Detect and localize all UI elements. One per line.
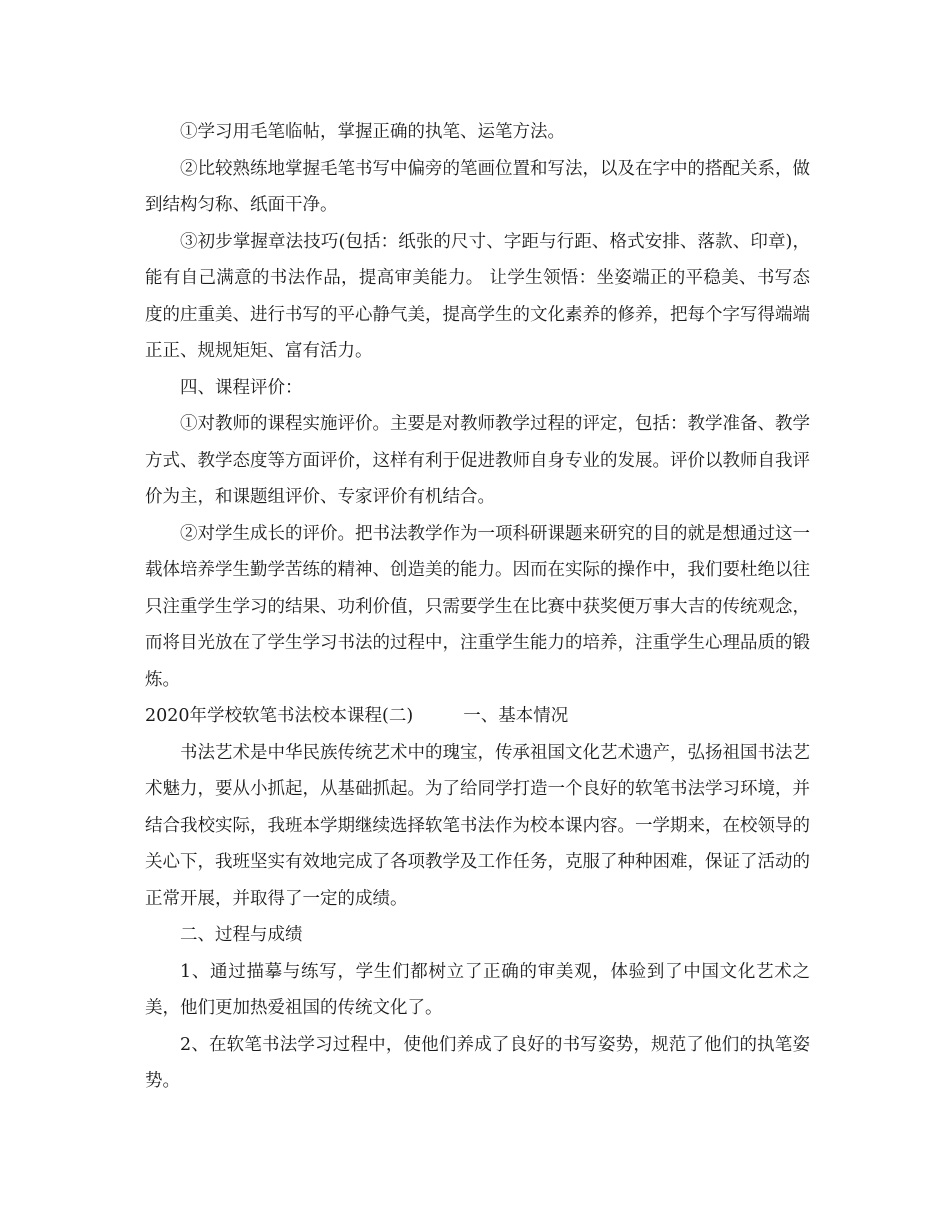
goal-item-2: ②比较熟练地掌握毛笔书写中偏旁的笔画位置和写法，以及在字中的搭配关系，做到结构匀称、纸面干净。: [145, 158, 810, 215]
goal-item-1: ①学习用毛笔临帖，掌握正确的执笔、运笔方法。: [180, 122, 565, 142]
section-heading-basic: 一、基本情况: [463, 706, 569, 726]
basic-situation-paragraph: 书法艺术是中华民族传统艺术中的瑰宝，传承祖国文化艺术遗产，弘扬祖国书法艺术魅力，要从小抓起，从基础抓起。为了给同学打造一个良好的软笔书法学习环境，并结合我校实际，我班本学期继续选择软笔书法作为校本课内容。一学期来，在校领导的关心下，我班坚实有效地完成了各项教学及工作任务，克服了种种困难，保证了活动的正常开展，并取得了一定的成绩。: [145, 742, 810, 909]
evaluation-item-1: ①对教师的课程实施评价。主要是对教师教学过程的评定，包括：教学准备、教学方式、教学态度等方面评价，这样有利于促进教师自身专业的发展。评价以教师自我评价为主，和课题组评价、专家评价有机结合。: [145, 414, 810, 507]
goal-item-3: ③初步掌握章法技巧(包括：纸张的尺寸、字距与行距、格式安排、落款、印章)，能有自己满意的书法作品，提高审美能力。 让学生领悟：坐姿端正的平稳美、书写态度的庄重美、进行书写的平心静气美，提高学生的文化素养的修养，把每个字写得端端正正、规规矩矩、富有活力。: [145, 231, 810, 361]
section-heading-process: 二、过程与成绩: [180, 925, 303, 945]
document-title-line: [145, 698, 810, 735]
evaluation-item-2: ②对学生成长的评价。把书法教学作为一项科研课题来研究的目的就是想通过这一载体培养学生勤学苦练的精神、创造美的能力。因而在实际的操作中，我们要杜绝以往只注重学生学习的结果、功利价值，只需要学生在比赛中获奖便万事大吉的传统观念，而将目光放在了学生学习书法的过程中，注重学生能力的培养，注重学生心理品质的锻炼。: [145, 523, 810, 690]
process-item-1: 1、通过描摹与练写，学生们都树立了正确的审美观，体验到了中国文化艺术之美，他们更加热爱祖国的传统文化了。: [145, 961, 810, 1018]
document-body: [145, 114, 810, 1100]
document-title: 2020年学校软笔书法校本课程(二): [145, 706, 414, 726]
section-heading-evaluation: 四、课程评价：: [180, 377, 303, 398]
process-item-2: 2、在软笔书法学习过程中，使他们养成了良好的书写姿势，规范了他们的执笔姿势。: [145, 1034, 810, 1091]
